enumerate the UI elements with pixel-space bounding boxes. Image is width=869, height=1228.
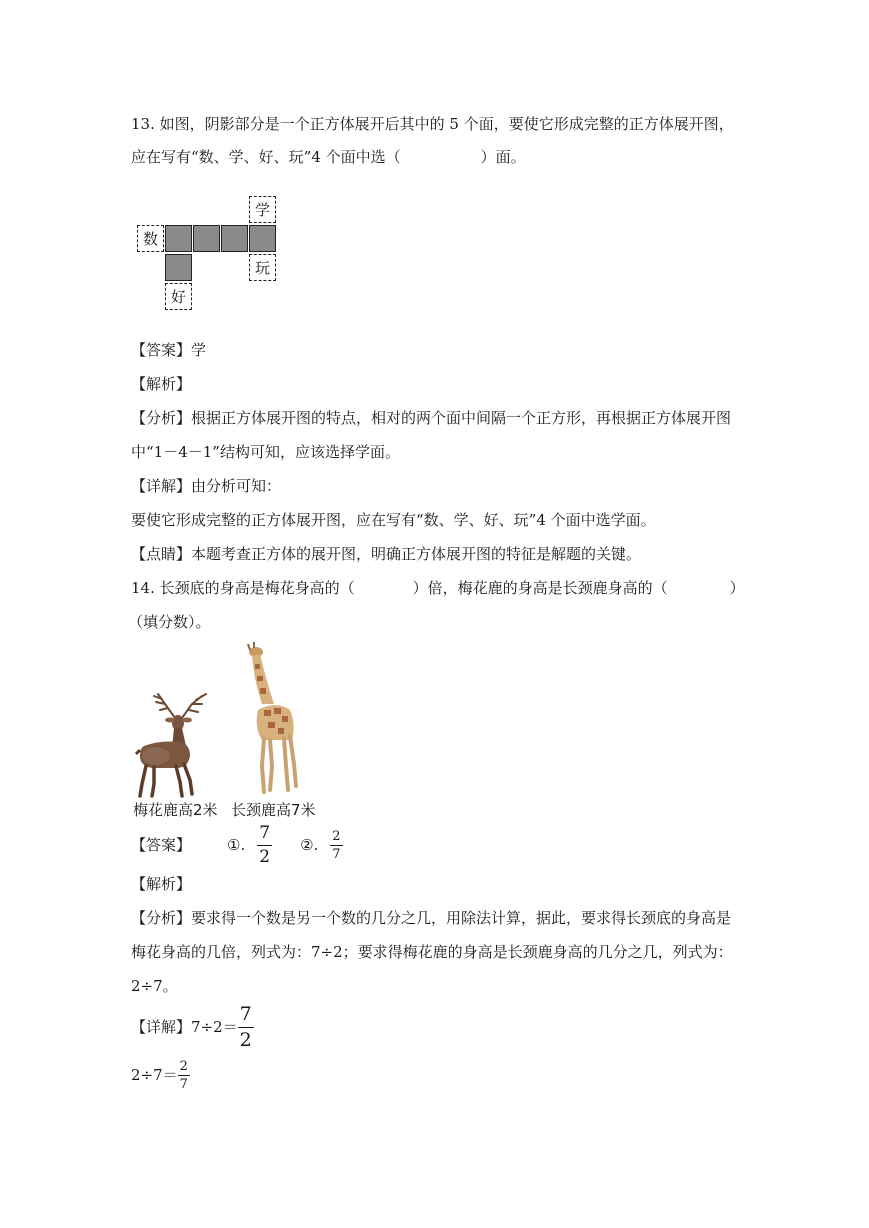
- fraction-denominator: 2: [239, 1028, 252, 1051]
- giraffe-caption: 长颈鹿高7米: [231, 801, 316, 819]
- q13-stem-line2-a: 应在写有“数、学、好、玩”4 个面中选（: [131, 148, 401, 166]
- analysis-tag: 【分析】: [131, 409, 192, 427]
- equation-text: 7÷2＝: [191, 1018, 238, 1036]
- detail-tag: 【详解】: [131, 1018, 192, 1036]
- q14-detail-eq2: [131, 1058, 190, 1092]
- q14-analysis-line3: 2÷7。: [131, 977, 178, 995]
- answer-tag: 【答案】: [131, 836, 192, 854]
- fraction-numerator: 2: [332, 828, 341, 844]
- cube-net-figure: [136, 196, 281, 314]
- answer-tag: 【答案】: [131, 341, 192, 359]
- q13-stem-line1: 13. 如图，阴影部分是一个正方体展开后其中的 5 个面，要使它形成完整的正方体展开图，: [131, 115, 734, 133]
- equation-fraction: [238, 1002, 254, 1051]
- answer-value: 学: [191, 341, 207, 359]
- q13-answer: [131, 340, 206, 360]
- net-face-wan: 玩: [249, 254, 276, 281]
- detail-tag: 【详解】: [131, 477, 192, 495]
- q13-stem-line2-b: ）面。: [480, 148, 526, 166]
- answer-1-mark: ①.: [227, 836, 246, 854]
- analysis-text: 根据正方体展开图的特点，相对的两个面中间隔一个正方形，再根据正方体展开图: [191, 409, 732, 427]
- q14-jiexi: 【解析】: [131, 875, 192, 893]
- fraction-denominator: 7: [179, 1076, 188, 1092]
- q14-analysis-line2: 梅花身高的几倍，列式为：7÷2；要求得梅花鹿的身高是长颈鹿身高的几分之几，列式为：: [131, 943, 733, 961]
- analysis-text: 要求得一个数是另一个数的几分之几，用除法计算，据此，要求得长颈底的身高是: [191, 909, 732, 927]
- shaded-face: [165, 225, 192, 252]
- equation-text: 2÷7＝: [131, 1066, 178, 1084]
- answer-2-fraction: [330, 830, 342, 861]
- detail-text: 由分析可知：: [191, 477, 282, 495]
- giraffe-image: [240, 640, 304, 798]
- q14-answer: [131, 822, 343, 867]
- shaded-face: [193, 225, 220, 252]
- q13-analysis-line1: [131, 408, 731, 428]
- analysis-tag: 【分析】: [131, 909, 192, 927]
- fraction-numerator: 7: [239, 1002, 252, 1025]
- q13-analysis-line2: 中“1－4－1”结构可知，应该选择学面。: [131, 443, 400, 461]
- q14-stem-a: 14. 长颈底的身高是梅花身高的（: [131, 579, 355, 597]
- fraction-denominator: 2: [259, 846, 271, 867]
- equation-fraction: [178, 1060, 190, 1091]
- shaded-face: [165, 254, 192, 281]
- comment-text: 本题考查正方体的展开图，明确正方体展开图的特征是解题的关键。: [191, 545, 642, 563]
- q13-detail-line2: 要使它形成完整的正方体展开图，应在写有“数、学、好、玩”4 个面中选学面。: [131, 511, 656, 529]
- net-face-shu: 数: [137, 225, 164, 252]
- q13-stem-line2: [131, 147, 526, 167]
- answer-1-fraction: [257, 822, 272, 867]
- fraction-numerator: 7: [259, 822, 271, 843]
- q14-stem-line2: （填分数）。: [128, 613, 211, 631]
- shaded-face: [221, 225, 248, 252]
- net-face-hao: 好: [165, 283, 192, 310]
- q13-jiexi: 【解析】: [131, 375, 192, 393]
- fraction-denominator: 7: [332, 846, 341, 862]
- q14-stem-b: ）倍，梅花鹿的身高是长颈鹿身高的（: [412, 579, 668, 597]
- q14-stem-line1: [131, 578, 745, 598]
- fraction-numerator: 2: [179, 1058, 188, 1074]
- q13-detail-line1: [131, 476, 281, 496]
- sika-deer-image: [130, 690, 218, 800]
- deer-caption: 梅花鹿高2米: [133, 801, 218, 819]
- net-face-xue: 学: [249, 196, 276, 223]
- q14-stem-c: ）: [729, 579, 745, 597]
- comment-tag: 【点睛】: [131, 545, 192, 563]
- answer-2-mark: ②.: [300, 836, 319, 854]
- q14-analysis-line1: [131, 908, 731, 928]
- shaded-face: [249, 225, 276, 252]
- q14-detail-eq1: [131, 1002, 254, 1051]
- q13-comment: [131, 544, 641, 564]
